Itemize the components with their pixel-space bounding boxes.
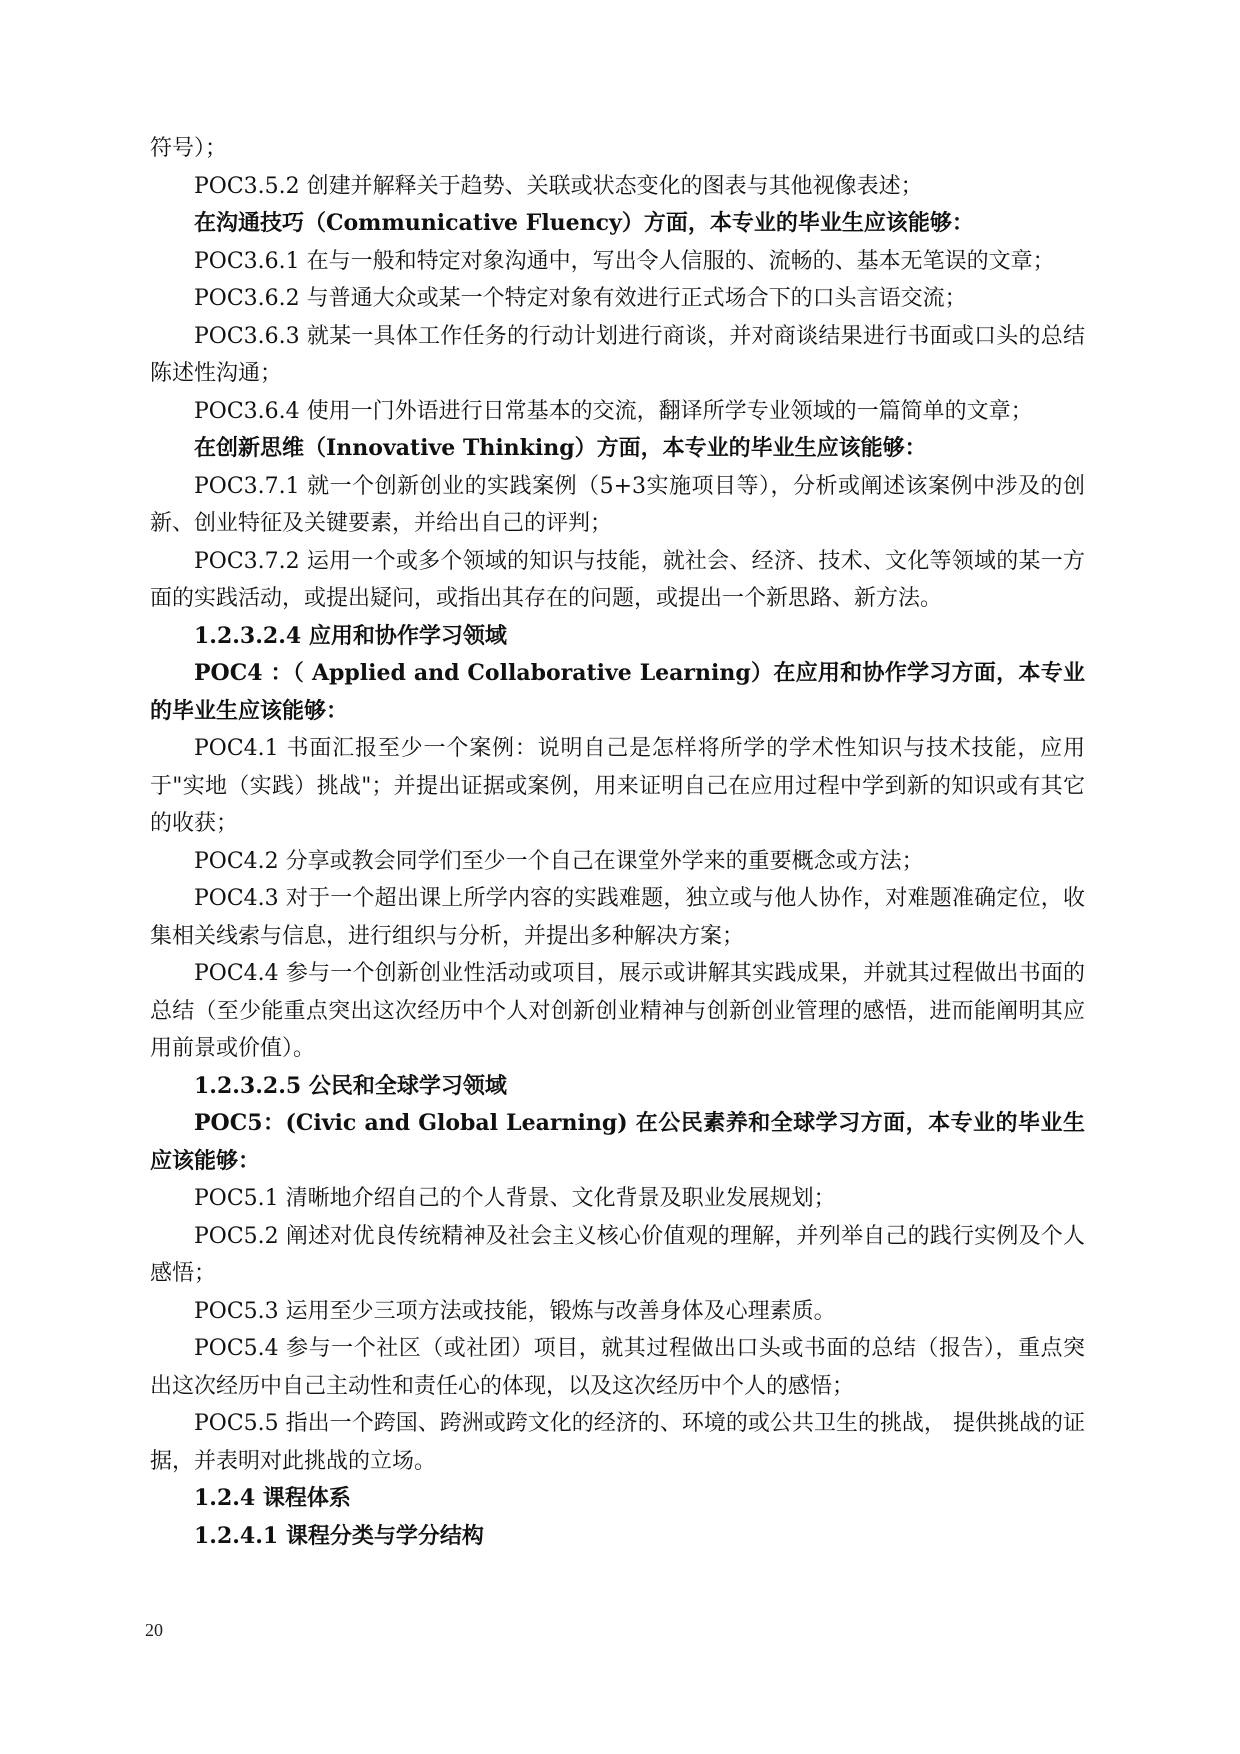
body-paragraph: POC3.7.1 就一个创新创业的实践案例（5+3实施项目等），分析或阐述该案例中涉及的创新、创业特征及关键要素，并给出自己的评判； (150, 473, 1085, 536)
body-paragraph: POC3.6.1 在与一般和特定对象沟通中，写出令人信服的、流畅的、基本无笔误的文章； (194, 248, 1055, 274)
body-paragraph: POC5.1 清晰地介绍自己的个人背景、文化背景及职业发展规划； (194, 1186, 836, 1211)
document-body (150, 130, 1085, 1555)
heading-paragraph: 1.2.3.2.4 应用和协作学习领域 (194, 622, 507, 649)
body-paragraph: POC4.4 参与一个创新创业性活动或项目，展示或讲解其实践成果，并就其过程做出书面的总结（至少能重点突出这次经历中个人对创新创业精神与创新创业管理的感悟，进而能阐明其应用前景或价值）。 (150, 961, 1085, 1061)
body-paragraph: POC3.5.2 创建并解释关于趋势、关联或状态变化的图表与其他视像表述； (194, 173, 923, 199)
body-paragraph: POC5.2 阐述对优良传统精神及社会主义核心价值观的理解，并列举自己的践行实例及个人感悟； (150, 1223, 1085, 1286)
body-paragraph: POC4.2 分享或教会同学们至少一个自己在课堂外学来的重要概念或方法； (194, 848, 924, 874)
heading-paragraph: 在沟通技巧（Communicative Fluency）方面，本专业的毕业生应该能够： (194, 210, 974, 236)
heading-paragraph: 1.2.3.2.5 公民和全球学习领域 (194, 1072, 507, 1099)
body-paragraph: POC5.3 运用至少三项方法或技能，锻炼与改善身体及心理素质。 (194, 1298, 836, 1324)
heading-paragraph: 在创新思维（Innovative Thinking）方面，本专业的毕业生应该能够： (194, 435, 927, 461)
body-paragraph: POC5.4 参与一个社区（或社团）项目，就其过程做出口头或书面的总结（报告），重点突出这次经历中自己主动性和责任心的体现，以及这次经历中个人的感悟； (150, 1336, 1085, 1399)
body-paragraph: 符号）； (150, 136, 228, 161)
body-paragraph: POC5.5 指出一个跨国、跨洲或跨文化的经济的、环境的或公共卫生的挑战， 提供挑战的证据，并表明对此挑战的立场。 (150, 1411, 1085, 1474)
heading-paragraph: 1.2.4.1 课程分类与学分结构 (194, 1522, 484, 1549)
body-paragraph: POC3.6.2 与普通大众或某一个特定对象有效进行正式场合下的口头言语交流； (194, 286, 967, 311)
heading-paragraph: POC5：(Civic and Global Learning) 在公民素养和全球学习方面，本专业的毕业生应该能够： (150, 1110, 1085, 1174)
heading-paragraph: POC4 ：（ Applied and Collaborative Learning）在应用和协作学习方面，本专业的毕业生应该能够： (150, 660, 1085, 724)
body-paragraph: POC4.1 书面汇报至少一个案例：说明自己是怎样将所学的学术性知识与技术技能，应用于"实地（实践）挑战"；并提出证据或案例，用来证明自己在应用过程中学到新的知识或有其它的收获； (150, 736, 1085, 836)
heading-paragraph: 1.2.4 课程体系 (194, 1485, 351, 1511)
body-paragraph: POC3.7.2 运用一个或多个领域的知识与技能，就社会、经济、技术、文化等领域的某一方面的实践活动，或提出疑问，或指出其存在的问题，或提出一个新思路、新方法。 (150, 548, 1085, 611)
body-paragraph: POC3.6.4 使用一门外语进行日常基本的交流，翻译所学专业领域的一篇简单的文章； (194, 398, 1033, 424)
page-number: 20 (145, 1620, 163, 1640)
body-paragraph: POC4.3 对于一个超出课上所学内容的实践难题，独立或与他人协作，对难题准确定位，收集相关线索与信息，进行组织与分析，并提出多种解决方案； (150, 886, 1085, 949)
body-paragraph: POC3.6.3 就某一具体工作任务的行动计划进行商谈，并对商谈结果进行书面或口头的总结陈述性沟通； (150, 323, 1085, 386)
